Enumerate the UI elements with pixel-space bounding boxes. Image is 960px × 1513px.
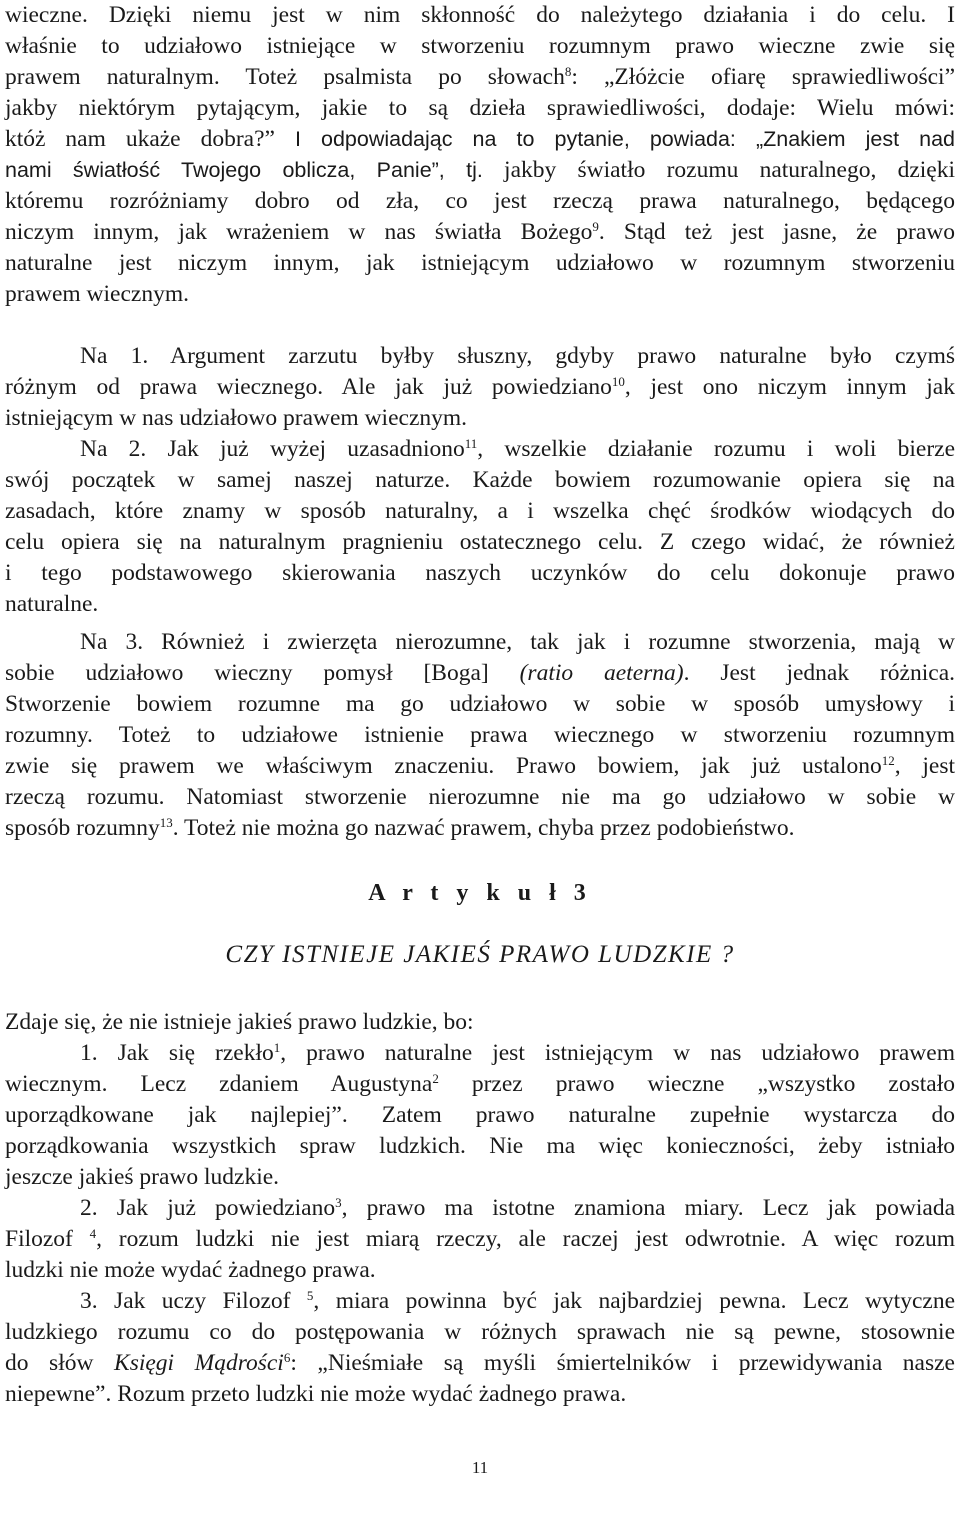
text-run: niczym innym, jak wrażeniem w nas światła Bożego (5, 219, 593, 245)
footnote-ref: 13 (159, 815, 173, 830)
text-line (5, 279, 955, 310)
text-run: , wszelkie działanie rozumu i woli bierze (477, 436, 955, 462)
footnote-ref: 2 (432, 1071, 439, 1086)
footnote-ref: 12 (881, 753, 895, 768)
text-run: Na 1. Argument zarzutu byłby słuszny, gdyby prawo naturalne było czymś (80, 343, 955, 369)
text-line (80, 627, 955, 658)
text-run: celu opiera się na naturalnym pragnieniu ostatecznego celu. Z czego widać, że również (5, 529, 955, 555)
footnote-ref: 5 (306, 1288, 314, 1303)
text-run: jeszcze jakieś prawo ludzkie. (5, 1164, 280, 1190)
article-heading: A r t y k u ł 3 (368, 880, 592, 906)
text-run: porządkowania wszystkich spraw ludzkich. Nie ma więc konieczności, żeby istniało (5, 1133, 955, 1159)
text-line (5, 403, 955, 434)
text-run: różnym od prawa wiecznego. Ale jak już powiedziano (5, 374, 612, 400)
text-line (5, 782, 955, 813)
text-line (5, 0, 955, 31)
text-line (5, 1379, 955, 1410)
text-run: prawem naturalnym. Toteż psalmista po słowach (5, 64, 565, 90)
text-run: , prawo naturalne jest istniejącym w nas udziałowo prawem (280, 1040, 955, 1066)
footnote-ref: 4 (89, 1226, 97, 1241)
text-run: Na 2. Jak już wyżej uzasadniono (80, 436, 465, 462)
text-run: naturalne jest niczym innym, jak istniejącym udziałowo w rozumnym stworzeniu (5, 250, 955, 276)
text-run: zwie się prawem we właściwym znaczeniu. Prawo bowiem, jak już ustalono (5, 753, 882, 779)
text-line (5, 31, 955, 62)
text-line (5, 496, 955, 527)
text-run: . Jest jednak różnica. (683, 660, 955, 686)
text-run: wiecznym. Lecz zdaniem Augustyna (5, 1071, 433, 1097)
text-run: sobie udziałowo wieczny pomysł [Boga] (5, 660, 520, 686)
text-run: któremu rozróżniamy dobro od zła, co jest rzeczą prawa naturalnego, będącego (5, 188, 955, 214)
text-line (5, 124, 955, 155)
text-run: I odpowiadając na to pytanie, powiada: „Znakiem jest nad (274, 127, 955, 151)
text-line (5, 155, 955, 186)
text-line (5, 1162, 955, 1193)
footnote-ref: 11 (464, 436, 478, 451)
text-run: ludzkiego rozumu co do postępowania w różnych sprawach nie są pewne, stosownie (5, 1319, 955, 1345)
text-run: jakby niektórym pytającym, jakie to są dzieła sprawiedliwości, dodaje: Wielu mówi: (5, 95, 955, 121)
footnote-ref: 6 (283, 1350, 291, 1365)
text-run: rzeczą rozumu. Natomiast stworzenie nierozumne nie ma go udziałowo w sobie w (5, 784, 955, 810)
text-line (5, 1317, 955, 1348)
text-run: 1. Jak się rzekło (80, 1040, 274, 1066)
text-run: przez prawo wieczne „wszystko zostało (438, 1071, 955, 1097)
footnote-ref: 9 (592, 219, 599, 234)
text-line (5, 248, 955, 279)
text-line (5, 1131, 955, 1162)
text-line (5, 689, 955, 720)
text-line (5, 813, 955, 844)
text-run: : „Nieśmiałe są myśli śmiertelników i przewidywania nasze (290, 1350, 955, 1376)
text-run: , miara powinna być jak najbardziej pewna. Lecz wytyczne (313, 1288, 955, 1314)
text-run: rozumny. Toteż to udziałowe istnienie prawa wiecznego w stworzeniu rozumnym (5, 722, 955, 748)
text-line (5, 527, 955, 558)
text-run: : „Złóżcie ofiarę sprawiedliwości” (571, 64, 955, 90)
text-run: . Stąd też jest jasne, że prawo (598, 219, 955, 245)
text-run: Księgi Mądrości (114, 1350, 284, 1376)
text-line (5, 658, 955, 689)
text-line (5, 1255, 955, 1286)
footnote-ref: 1 (273, 1040, 281, 1055)
text-line (5, 62, 955, 93)
text-line (5, 1348, 955, 1379)
text-run: jakby światło rozumu naturalnego, dzięki (482, 157, 955, 183)
text-run: (ratio aeterna) (519, 660, 684, 686)
text-run: Stworzenie bowiem rozumne ma go udziałowo w sobie w sposób umysłowy i (5, 691, 955, 717)
text-run: . Toteż nie można go nazwać prawem, chyba przez podobieństwo. (172, 815, 795, 841)
text-line (80, 434, 955, 465)
text-run: Na 3. Również i zwierzęta nierozumne, tak jak i rozumne stworzenia, mają w (80, 629, 955, 655)
text-run: zasadach, które znamy w sposób naturalny, a i wszelka chęć środków wiodących do (5, 498, 955, 524)
text-run: prawem wiecznym. (5, 281, 190, 307)
text-run: nami światłość Twojego oblicza, Panie”, tj. (5, 158, 483, 182)
text-run: , jest ono niczym innym jak (624, 374, 955, 400)
text-run: sposób rozumny (5, 815, 160, 841)
text-line (80, 1193, 955, 1224)
text-run: ludzki nie może wydać żadnego prawa. (5, 1257, 376, 1283)
text-run: 3. Jak uczy Filozof (80, 1288, 307, 1314)
text-run: Filozof (5, 1226, 90, 1252)
text-line (5, 1007, 955, 1038)
text-run: swój początek w samej naszej naturze. Każde bowiem rozumowanie opiera się na (5, 467, 955, 493)
text-run: do słów (5, 1350, 115, 1376)
footnote-ref: 10 (611, 374, 625, 389)
text-run: uporządkowane jak najlepiej”. Zatem prawo naturalne zupełnie wystarcza do (5, 1102, 955, 1128)
text-line (5, 93, 955, 124)
text-run: , prawo ma istotne znamiona miary. Lecz jak powiada (341, 1195, 956, 1221)
text-run: któż nam ukaże dobra?” (5, 126, 275, 152)
page-number: 11 (471, 1458, 489, 1477)
text-line (5, 217, 955, 248)
footnote-ref: 8 (564, 64, 572, 79)
text-run: właśnie to udziałowo istniejące w stworzeniu rozumnym prawo wieczne zwie się (5, 33, 955, 59)
text-run: naturalne. (5, 591, 99, 617)
text-line (5, 589, 955, 620)
text-run: wieczne. Dzięki niemu jest w nim skłonność do należytego działania i do celu. I (5, 2, 955, 28)
text-run: istniejącym w nas udziałowo prawem wiecznym. (5, 405, 468, 431)
text-line (80, 341, 955, 372)
footnote-ref: 3 (335, 1195, 342, 1210)
text-run: 2. Jak już powiedziano (80, 1195, 336, 1221)
text-line (5, 720, 955, 751)
text-run: Zdaje się, że nie istnieje jakieś prawo ludzkie, bo: (5, 1009, 474, 1035)
text-line (5, 1100, 955, 1131)
text-run: niepewne”. Rozum przeto ludzki nie może wydać żadnego prawa. (5, 1381, 627, 1407)
text-line (5, 372, 955, 403)
text-line (5, 1069, 955, 1100)
text-line (5, 1224, 955, 1255)
text-line (5, 558, 955, 589)
text-line (5, 186, 955, 217)
text-run: , jest (894, 753, 955, 779)
text-run: , rozum ludzki nie jest miarą rzeczy, ale raczej jest odwrotnie. A więc rozum (96, 1226, 955, 1252)
text-line (80, 1286, 955, 1317)
text-line (80, 1038, 955, 1069)
text-line (5, 751, 955, 782)
text-run: i tego podstawowego skierowania naszych uczynków do celu dokonuje prawo (5, 560, 955, 586)
question-heading: CZY ISTNIEJE JAKIEŚ PRAWO LUDZKIE ? (225, 941, 735, 968)
text-line (5, 465, 955, 496)
